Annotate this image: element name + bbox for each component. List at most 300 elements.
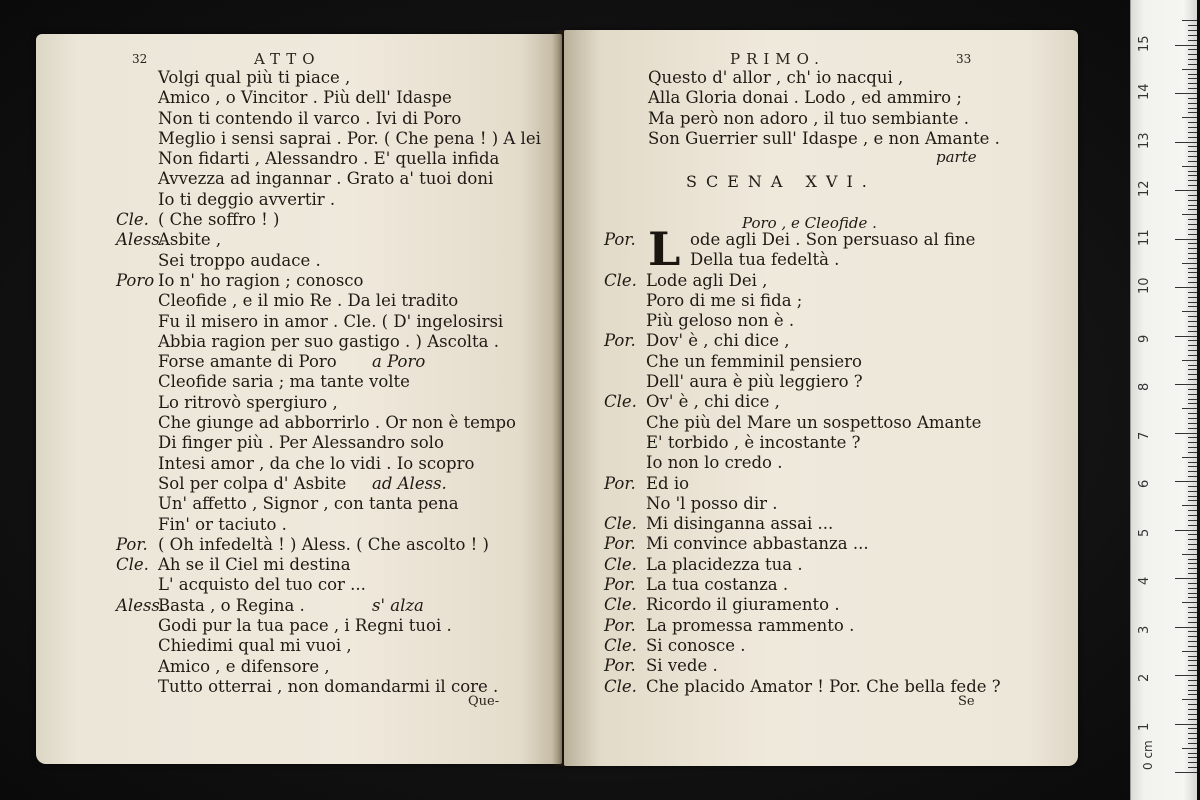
text-line	[116, 515, 556, 535]
ruler-tick	[1188, 88, 1197, 89]
ruler-tick	[1188, 258, 1197, 259]
ruler-tick	[1188, 539, 1197, 540]
verse-text: La promessa rammento .	[646, 615, 855, 635]
ruler-tick	[1188, 753, 1197, 754]
ruler-tick	[1188, 656, 1197, 657]
ruler-tick	[1182, 748, 1197, 749]
verse-text: Più geloso non è .	[646, 311, 795, 331]
verse-text: Ma però non adoro , il tuo sembiante .	[648, 108, 969, 128]
text-line	[604, 311, 1064, 331]
speaker-label: Cle.	[604, 635, 637, 655]
ruler-tick	[1188, 525, 1197, 526]
ruler-tick	[1188, 437, 1197, 438]
ruler-tick	[1188, 175, 1197, 176]
text-line	[604, 230, 1064, 250]
ruler-tick	[1188, 350, 1197, 351]
text-line	[604, 555, 1064, 575]
speaker-label: Aless.	[116, 230, 166, 250]
ruler-unit-label: 0 cm	[1141, 740, 1155, 770]
ruler-tick	[1182, 602, 1197, 603]
ruler-tick	[1188, 40, 1197, 41]
text-line	[116, 230, 556, 250]
ruler-tick	[1188, 306, 1197, 307]
text-line	[608, 88, 1058, 108]
speaker-label: Cle.	[116, 555, 149, 575]
right-page	[564, 30, 1078, 766]
verse-text: Son Guerrier sull' Idaspe , e non Amante .	[648, 128, 1000, 148]
page-number-right: 33	[956, 52, 972, 66]
ruler-tick	[1188, 670, 1197, 671]
text-line	[116, 169, 556, 189]
ruler-tick	[1188, 98, 1197, 99]
text-line	[116, 494, 556, 514]
ruler-tick	[1188, 496, 1197, 497]
verse-text: Tutto otterrai , non domandarmi il core .	[158, 676, 499, 696]
ruler-tick	[1188, 345, 1197, 346]
verse-text: Intesi amor , da che lo vidi . Io scopro	[158, 453, 475, 473]
running-head-left: ATTO	[254, 50, 321, 68]
verse-text: Io non lo credo .	[646, 453, 783, 473]
ruler-tick	[1175, 287, 1197, 288]
speaker-label: Por.	[604, 331, 636, 351]
verse-text: Lo ritrovò spergiuro ,	[158, 392, 338, 412]
text-line	[116, 352, 556, 372]
verse-text: Mi disinganna assai ...	[646, 514, 834, 534]
ruler-tick	[1182, 214, 1197, 215]
ruler-tick	[1188, 369, 1197, 370]
verse-text: Lode agli Dei ,	[646, 270, 768, 290]
text-line	[604, 636, 1064, 656]
verse-text: Ricordo il giuramento .	[646, 595, 840, 615]
ruler-tick	[1188, 379, 1197, 380]
text-line	[116, 372, 556, 392]
ruler-tick	[1182, 69, 1197, 70]
ruler-tick	[1188, 224, 1197, 225]
ruler-tick	[1188, 588, 1197, 589]
verse-text: Sei troppo audace .	[158, 250, 321, 270]
ruler-tick	[1175, 772, 1197, 773]
ruler-tick	[1175, 481, 1197, 482]
verse-text: E' torbido , è incostante ?	[646, 432, 861, 452]
ruler-tick	[1175, 578, 1197, 579]
ruler-tick	[1175, 336, 1197, 337]
ruler-tick	[1188, 704, 1197, 705]
ruler-tick	[1188, 83, 1197, 84]
ruler-tick	[1188, 694, 1197, 695]
ruler-tick	[1188, 248, 1197, 249]
verse-text: Ed io	[646, 473, 690, 493]
verse-text: Si vede .	[646, 656, 718, 676]
ruler-tick	[1188, 549, 1197, 550]
verse-text: Alla Gloria donai . Lodo , ed ammiro ;	[648, 88, 962, 108]
ruler-tick	[1188, 151, 1197, 152]
ruler-tick	[1188, 146, 1197, 147]
ruler-tick	[1188, 171, 1197, 172]
stage-direction: ad Aless.	[372, 473, 447, 493]
ruler-tick	[1188, 622, 1197, 623]
verse-text: ( Oh infedeltà ! ) Aless. ( Che ascolto ! )	[158, 534, 489, 554]
verse-text: Poro di me si fida ;	[646, 290, 803, 310]
ruler-number: 6	[1137, 479, 1152, 488]
text-line	[116, 190, 556, 210]
ruler-tick	[1188, 209, 1197, 210]
ruler-tick	[1188, 660, 1197, 661]
ruler-tick	[1175, 190, 1197, 191]
ruler-number: 3	[1137, 625, 1152, 634]
verse-text: Della tua fedeltà .	[690, 250, 840, 270]
verse-text: Godi pur la tua pace , i Regni tuoi .	[158, 616, 452, 636]
verse-text: Ov' è , chi dice ,	[646, 392, 780, 412]
speaker-label: Cle.	[604, 514, 637, 534]
speaker-label: Cle.	[116, 210, 149, 230]
ruler-tick	[1188, 563, 1197, 564]
text-line	[608, 109, 1058, 129]
ruler-tick	[1188, 253, 1197, 254]
ruler-tick	[1188, 30, 1197, 31]
speaker-label: Cle.	[604, 676, 637, 696]
speaker-label: Por.	[604, 615, 636, 635]
stage-direction: a Poro	[372, 352, 426, 372]
ruler-tick	[1188, 685, 1197, 686]
running-head-right: PRIMO.	[730, 50, 825, 68]
ruler-tick	[1188, 447, 1197, 448]
text-line	[116, 555, 556, 575]
ruler-tick	[1188, 631, 1197, 632]
ruler-tick	[1188, 389, 1197, 390]
ruler-tick	[1175, 530, 1197, 531]
ruler-tick	[1188, 355, 1197, 356]
ruler-tick	[1175, 724, 1197, 725]
ruler-tick	[1188, 515, 1197, 516]
ruler-tick	[1188, 277, 1197, 278]
ruler-tick	[1188, 340, 1197, 341]
ruler-tick	[1188, 49, 1197, 50]
verse-text: Dov' è , chi dice ,	[646, 331, 790, 351]
ruler-tick	[1188, 122, 1197, 123]
ruler-tick	[1188, 617, 1197, 618]
verse-text: Amico , e difensore ,	[158, 656, 330, 676]
text-line	[604, 677, 1064, 697]
ruler-tick	[1188, 520, 1197, 521]
text-line	[116, 535, 556, 555]
verse-text: Volgi qual più ti piace ,	[158, 68, 351, 87]
ruler-tick	[1188, 403, 1197, 404]
ruler-tick	[1188, 593, 1197, 594]
ruler-tick	[1188, 195, 1197, 196]
ruler-tick	[1188, 762, 1197, 763]
ruler-tick	[1188, 365, 1197, 366]
ruler-tick	[1188, 757, 1197, 758]
text-line	[116, 433, 556, 453]
text-line	[604, 392, 1064, 412]
verse-text: Ah se il Ciel mi destina	[158, 555, 351, 575]
speaker-label: Por.	[604, 575, 636, 595]
ruler-number: 5	[1137, 528, 1152, 537]
text-line	[608, 129, 1058, 149]
ruler-tick	[1182, 20, 1197, 21]
left-text-block	[116, 68, 556, 697]
ruler-number: 7	[1137, 431, 1152, 440]
ruler-tick	[1188, 229, 1197, 230]
ruler-tick	[1182, 457, 1197, 458]
verse-text: Che un femminil pensiero	[646, 351, 862, 371]
text-line	[604, 250, 1064, 270]
ruler-tick	[1188, 452, 1197, 453]
ruler-tick	[1175, 627, 1197, 628]
left-page	[36, 34, 562, 764]
text-line	[116, 454, 556, 474]
verse-text: La tua costanza .	[646, 575, 789, 595]
ruler-tick	[1188, 486, 1197, 487]
text-line	[604, 534, 1064, 554]
ruler-tick	[1188, 500, 1197, 501]
verse-text: Un' affetto , Signor , con tanta pena	[158, 494, 459, 514]
verse-text: Forse amante di Poro	[158, 352, 337, 372]
text-line	[604, 413, 1064, 433]
text-line	[116, 575, 556, 595]
catchword-left: Que-	[468, 694, 500, 709]
ruler-number: 11	[1137, 228, 1152, 246]
text-line	[116, 596, 556, 616]
text-line	[116, 636, 556, 656]
ruler-tick	[1182, 166, 1197, 167]
text-line	[116, 616, 556, 636]
verse-text: Io ti deggio avvertir .	[158, 189, 336, 209]
verse-text: Chiedimi qual mi vuoi ,	[158, 636, 352, 656]
ruler-tick	[1188, 185, 1197, 186]
ruler-tick	[1188, 636, 1197, 637]
ruler-tick	[1188, 64, 1197, 65]
ruler-tick	[1188, 612, 1197, 613]
ruler-tick	[1188, 331, 1197, 332]
ruler-tick	[1188, 282, 1197, 283]
verse-text: Fu il misero in amor . Cle. ( D' ingelosirsi	[158, 311, 504, 331]
ruler-tick	[1188, 573, 1197, 574]
ruler-tick	[1188, 568, 1197, 569]
ruler-number: 10	[1137, 277, 1152, 294]
verse-text: Questo d' allor , ch' io nacqui ,	[648, 68, 904, 87]
ruler-tick	[1175, 433, 1197, 434]
ruler-tick	[1188, 597, 1197, 598]
ruler-tick	[1188, 428, 1197, 429]
ruler-tick	[1188, 25, 1197, 26]
ruler-tick	[1188, 646, 1197, 647]
ruler-tick	[1188, 292, 1197, 293]
ruler-tick	[1188, 59, 1197, 60]
ruler-tick	[1188, 321, 1197, 322]
verse-text: Mi convince abbastanza ...	[646, 534, 869, 554]
text-line	[604, 271, 1064, 291]
ruler-tick	[1188, 413, 1197, 414]
ruler-tick	[1175, 45, 1197, 46]
speaker-label: Por.	[604, 230, 636, 249]
verse-text: Di finger più . Per Alessandro solo	[158, 433, 444, 453]
ruler-tick	[1182, 554, 1197, 555]
ruler-tick	[1188, 78, 1197, 79]
ruler-tick	[1188, 35, 1197, 36]
ruler-tick	[1188, 738, 1197, 739]
ruler-tick	[1182, 651, 1197, 652]
speaker-label: Cle.	[604, 554, 637, 574]
speaker-label: Por.	[116, 534, 148, 554]
ruler-number: 14	[1137, 83, 1152, 100]
ruler-tick	[1188, 316, 1197, 317]
ruler-tick	[1188, 714, 1197, 715]
ruler-number: 13	[1137, 131, 1152, 149]
text-line	[116, 271, 556, 291]
speaker-label: Cle.	[604, 392, 637, 412]
verse-text: Non fidarti , Alessandro . E' quella infida	[158, 149, 500, 169]
verse-text: L' acquisto del tuo cor ...	[158, 575, 366, 595]
text-line	[116, 413, 556, 433]
ruler-tick	[1188, 268, 1197, 269]
speaker-label: Poro	[116, 270, 155, 290]
ruler-tick	[1182, 408, 1197, 409]
ruler-tick	[1188, 733, 1197, 734]
text-line	[116, 332, 556, 352]
ruler-tick	[1182, 699, 1197, 700]
ruler-tick	[1188, 767, 1197, 768]
verse-text: ode agli Dei . Son persuaso al fine	[690, 230, 976, 249]
verse-text: No 'l posso dir .	[646, 493, 778, 513]
ruler-number: 15	[1137, 34, 1152, 52]
speaker-label: Por.	[604, 656, 636, 676]
text-line	[116, 88, 556, 108]
verse-text: Basta , o Regina .	[158, 595, 305, 615]
verse-text: Che giunge ad abborrirlo . Or non è tempo	[158, 413, 516, 433]
ruler-tick	[1188, 326, 1197, 327]
text-line	[604, 595, 1064, 615]
ruler-tick	[1188, 534, 1197, 535]
ruler-tick	[1188, 137, 1197, 138]
verse-text: La placidezza tua .	[646, 554, 803, 574]
ruler-tick	[1188, 491, 1197, 492]
ruler-tick	[1188, 108, 1197, 109]
text-line	[116, 474, 556, 494]
verse-text: Non ti contendo il varco . Ivi di Poro	[158, 108, 462, 128]
ruler-tick	[1182, 360, 1197, 361]
verse-text: Si conosce .	[646, 635, 746, 655]
ruler-tick	[1188, 690, 1197, 691]
verse-text: Cleofide , e il mio Re . Da lei tradito	[158, 291, 459, 311]
catchword-right: Se	[958, 694, 975, 709]
ruler-tick	[1188, 583, 1197, 584]
ruler-tick	[1188, 607, 1197, 608]
ruler-tick	[1188, 243, 1197, 244]
speaker-label: Por.	[604, 534, 636, 554]
text-line	[116, 291, 556, 311]
text-line	[116, 129, 556, 149]
verse-text: Amico , o Vincitor . Più dell' Idaspe	[158, 88, 452, 108]
ruler-tick	[1188, 743, 1197, 744]
ruler-tick	[1188, 709, 1197, 710]
ruler-tick	[1188, 200, 1197, 201]
text-line	[116, 393, 556, 413]
text-line	[116, 210, 556, 230]
ruler-number: 1	[1137, 722, 1152, 731]
ruler-number: 2	[1137, 673, 1152, 682]
verse-text: Asbite ,	[158, 230, 222, 250]
ruler-tick	[1188, 394, 1197, 395]
text-line	[604, 372, 1064, 392]
ruler-tick	[1188, 112, 1197, 113]
ruler-tick	[1188, 423, 1197, 424]
ruler-tick	[1188, 471, 1197, 472]
ruler-tick	[1188, 680, 1197, 681]
ruler-tick	[1188, 54, 1197, 55]
text-line	[604, 291, 1064, 311]
text-line	[604, 514, 1064, 534]
verse-text: Io n' ho ragion ; conosco	[158, 270, 364, 290]
stage-direction-parte: parte	[936, 148, 977, 166]
page-number-left: 32	[132, 52, 148, 66]
ruler-tick	[1188, 641, 1197, 642]
ruler-tick	[1188, 161, 1197, 162]
ruler-tick	[1188, 180, 1197, 181]
ruler-tick	[1182, 263, 1197, 264]
text-line	[608, 68, 1058, 88]
ruler-tick	[1175, 384, 1197, 385]
text-line	[604, 433, 1064, 453]
ruler-tick	[1182, 505, 1197, 506]
text-line	[604, 352, 1064, 372]
ruler-tick	[1188, 418, 1197, 419]
text-line	[116, 657, 556, 677]
ruler-tick	[1188, 374, 1197, 375]
verse-text: Avvezza ad ingannar . Grato a' tuoi doni	[158, 169, 494, 189]
ruler-tick	[1182, 117, 1197, 118]
ruler-tick	[1188, 127, 1197, 128]
ruler-tick	[1175, 675, 1197, 676]
drop-cap: L	[648, 222, 681, 276]
text-line	[116, 251, 556, 271]
speaker-label: Por.	[604, 473, 636, 493]
text-line	[604, 575, 1064, 595]
text-line	[604, 616, 1064, 636]
verse-text: Che più del Mare un sospettoso Amante	[646, 412, 982, 432]
ruler-tick	[1188, 728, 1197, 729]
ruler-number: 4	[1137, 576, 1152, 585]
verse-text: Meglio i sensi saprai . Por. ( Che pena ! ) A lei	[158, 128, 541, 148]
ruler-tick	[1188, 544, 1197, 545]
ruler-tick	[1188, 559, 1197, 560]
ruler-number: 8	[1137, 382, 1152, 391]
ruler-tick	[1188, 665, 1197, 666]
text-line	[116, 312, 556, 332]
text-line	[116, 149, 556, 169]
ruler-tick	[1175, 142, 1197, 143]
ruler-tick	[1175, 239, 1197, 240]
ruler-tick	[1188, 399, 1197, 400]
ruler-tick	[1188, 156, 1197, 157]
ruler-tick	[1188, 234, 1197, 235]
ruler-tick	[1188, 466, 1197, 467]
text-line	[604, 331, 1064, 351]
ruler-tick	[1175, 93, 1197, 94]
ruler-tick	[1188, 719, 1197, 720]
verse-text: ( Che soffro ! )	[158, 210, 280, 230]
ruler-tick	[1188, 297, 1197, 298]
text-line	[116, 68, 556, 88]
text-line	[604, 474, 1064, 494]
speaker-label: Cle.	[604, 270, 637, 290]
ruler-tick	[1188, 302, 1197, 303]
speaker-label: Cle.	[604, 595, 637, 615]
verse-text: Sol per colpa d' Asbite	[158, 473, 347, 493]
ruler-tick	[1188, 74, 1197, 75]
text-line	[116, 109, 556, 129]
ruler-tick	[1188, 219, 1197, 220]
